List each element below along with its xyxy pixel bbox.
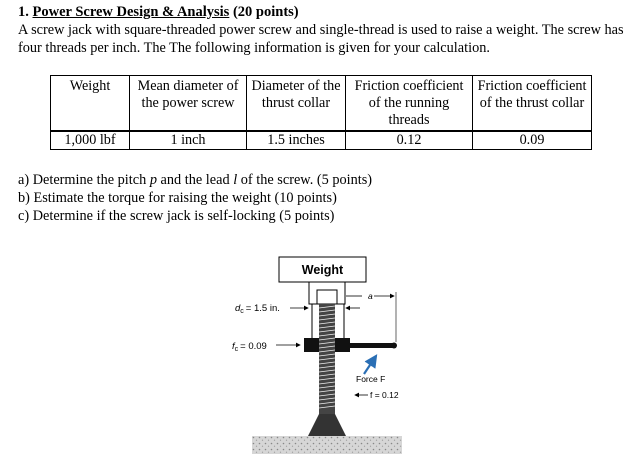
screw-jack-figure [222, 250, 422, 468]
nut-left [304, 338, 319, 352]
problem-points: (20 points) [232, 4, 299, 20]
question-a-text-end: of the screw. (5 points) [240, 172, 373, 188]
handle-knob [391, 343, 397, 349]
cell-collar-friction: 0.09 [473, 131, 592, 150]
question-c-text: Determine if the screw jack is self-locking (5 points) [32, 208, 335, 224]
question-b [18, 189, 372, 207]
table-row [51, 131, 592, 150]
table-header-row [51, 76, 592, 132]
fc-label: $f_c = 0.09$ [232, 341, 267, 353]
weight-label: Weight [301, 263, 344, 277]
nut-right [335, 338, 350, 352]
problem-title: Power Screw Design & Analysis [32, 4, 230, 20]
problem-heading [18, 4, 299, 21]
question-c [18, 207, 372, 225]
a-dimension-label: a [368, 291, 373, 301]
jack-handle [350, 343, 394, 348]
jack-base [308, 414, 346, 436]
cell-collar-diameter: 1.5 inches [247, 131, 346, 150]
given-data-table [50, 75, 592, 150]
question-a-text-middle: and the lead [160, 172, 230, 188]
pitch-symbol: p [149, 172, 157, 188]
cell-weight: 1,000 lbf [51, 131, 130, 150]
header-collar-diameter: Diameter of the thrust collar [247, 76, 346, 132]
question-a [18, 171, 372, 189]
question-b-label: b) [18, 190, 30, 206]
force-arrow-icon [364, 356, 376, 374]
screw-jack-diagram [222, 250, 422, 468]
header-collar-friction: Friction coefficient of the thrust collar [473, 76, 592, 132]
question-a-text: Determine the pitch [32, 172, 147, 188]
header-mean-diameter: Mean diameter of the power screw [130, 76, 247, 132]
question-b-text: Estimate the torque for raising the weight (10 points) [33, 190, 337, 206]
question-a-label: a) [18, 172, 30, 188]
cell-thread-friction: 0.12 [346, 131, 473, 150]
question-list [18, 171, 372, 225]
ground [252, 436, 402, 454]
thrust-collar-inner [317, 290, 337, 304]
problem-description: A screw jack with square-threaded power screw and single-thread is used to raise a weight. The screw has four threads per inch. The The following information is given for your calculation. [18, 22, 624, 56]
header-weight: Weight [51, 76, 130, 132]
thread-friction-label: f = 0.12 [370, 390, 399, 400]
force-label: Force F [356, 374, 386, 384]
lead-symbol: l [233, 172, 238, 188]
header-thread-friction: Friction coefficient of the running threads [346, 76, 473, 132]
cell-mean-diameter: 1 inch [130, 131, 247, 150]
dc-dimension-label: $d_c = 1.5$ in. [235, 303, 280, 315]
problem-number: 1. [18, 4, 29, 20]
question-c-label: c) [18, 208, 30, 224]
